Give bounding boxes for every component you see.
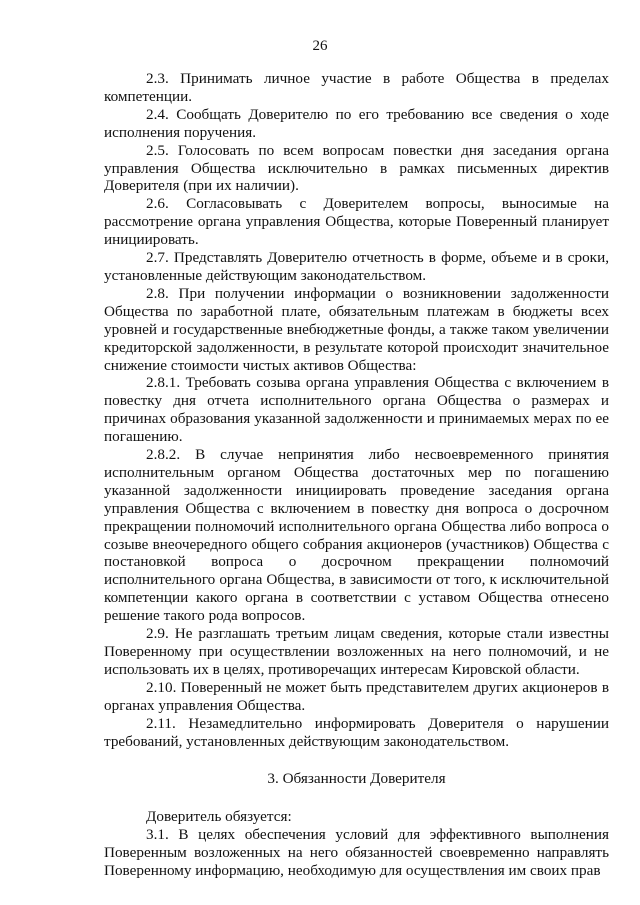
principal-obligations-intro: Доверитель обязуется: xyxy=(146,808,292,826)
clause-2-4: 2.4. Сообщать Доверителю по его требованию все сведения о ходе исполнения поручения. xyxy=(104,105,609,141)
clause-2-8-2: 2.8.2. В случае непринятия либо несвоевременного принятия исполнительным органом Общества достаточных мер по погашению указанной задолженности инициировать проведение заседания органа управления Общества с включением в повестку дня вопроса о досрочном прекращении полномочий исполнительного органа Общества либо вопроса о созыве внеочередного общего собрания акционеров (участников) Общества с постановкой вопроса о досрочном прекращении полномочий исполнительного органа Общества, в зависимости от того, к исключительной компетенции какого органа в соответствии с уставом Общества отнесено решение такого рода вопросов. xyxy=(104,446,609,625)
section-heading: 3. Обязанности Доверителя xyxy=(267,770,446,788)
clause-2-5: 2.5. Голосовать по всем вопросам повестки дня заседания органа управления Общества исключительно в рамках письменных директив Доверителя (при их наличии). xyxy=(104,141,609,195)
document-body xyxy=(104,70,609,880)
clause-2-11: 2.11. Незамедлительно информировать Доверителя о нарушении требований, установленных действующим законодательством. xyxy=(104,714,609,750)
clause-2-7: 2.7. Представлять Доверителю отчетность в форме, объеме и в сроки, установленные действующим законодательством. xyxy=(104,249,609,284)
clause-2-3: 2.3. Принимать личное участие в работе Общества в пределах компетенции. xyxy=(104,70,609,105)
clause-2-8-1: 2.8.1. Требовать созыва органа управления Общества с включением в повестку дня отчета исполнительного органа Общества о размерах и причинах образования указанной задолженности и принимаемых мерах по ее погашению. xyxy=(104,374,609,446)
clause-2-8: 2.8. При получении информации о возникновении задолженности Общества по заработной плате, обязательным платежам в бюджеты всех уровней и государственные внебюджетные фонды, а также таком увеличении кредиторской задолженности, в результате которой происходит значительное снижение стоимости чистых активов Общества: xyxy=(104,284,609,374)
clause-3-1: 3.1. В целях обеспечения условий для эффективного выполнения Поверенным возложенных на него обязанностей своевременно направлять Поверенному информацию, необходимую для осуществления им своих прав xyxy=(104,826,609,880)
clause-2-6: 2.6. Согласовывать с Доверителем вопросы, выносимые на рассмотрение органа управления Общества, которые Поверенный планирует инициировать. xyxy=(104,195,609,249)
clause-2-10: 2.10. Поверенный не может быть представителем других акционеров в органах управления Общества. xyxy=(104,678,609,714)
clause-2-9: 2.9. Не разглашать третьим лицам сведения, которые стали известны Поверенному при осуществлении возложенных на него полномочий, и не использовать их в целях, противоречащих интересам Кировской области. xyxy=(104,625,609,678)
page-number: 26 xyxy=(312,38,328,54)
